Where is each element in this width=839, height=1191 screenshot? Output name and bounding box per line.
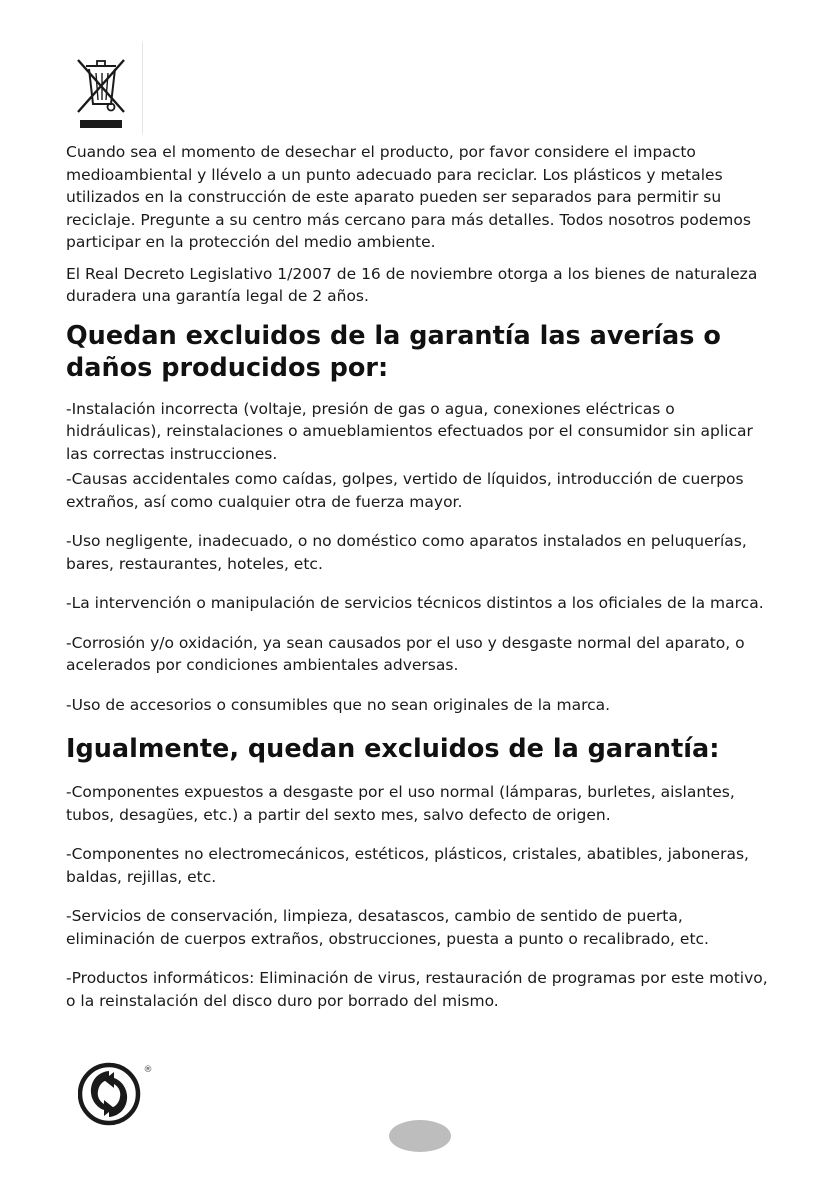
intro-paragraph-warranty: El Real Decreto Legislativo 1/2007 de 16 de noviembre otorga a los bienes de naturaleza duradera una garantía legal de 2 años. <box>66 264 758 305</box>
intro-paragraph-disposal: Cuando sea el momento de desechar el producto, por favor considere el impacto medioambiental y llévelo a un punto adecuado para reciclar. Los plásticos y metales utilizados en la construcción de este aparato pueden ser separados para permitir su reciclaje. Pregunte a su centro más cercano para más detalles. Todos nosotros podemos participar en la protección del medio ambiente. <box>66 143 751 251</box>
green-dot-recycling-icon <box>78 1060 160 1126</box>
additional-exclusion-item: -Componentes no electromecánicos, estéticos, plásticos, cristales, abatibles, jaboneras, baldas, rejillas, etc. <box>66 845 749 886</box>
exclusion-item: -Uso negligente, inadecuado, o no doméstico como aparatos instalados en peluquerías, bares, restaurantes, hoteles, etc. <box>66 532 747 573</box>
exclusion-item: -Uso de accesorios o consumibles que no sean originales de la marca. <box>66 695 611 714</box>
document-body <box>66 141 772 1029</box>
exclusion-item: -La intervención o manipulación de servicios técnicos distintos a los oficiales de la marca. <box>66 594 764 612</box>
section-heading-additional-exclusions: Igualmente, quedan excluidos de la garantía: <box>66 734 720 764</box>
exclusion-item: -Corrosión y/o oxidación, ya sean causados por el uso y desgaste normal del aparato, o acelerados por condiciones ambientales adversas. <box>66 633 745 674</box>
additional-exclusion-item: -Componentes expuestos a desgaste por el uso normal (lámparas, burletes, aislantes, tubos, desagües, etc.) a partir del sexto mes, salvo defecto de origen. <box>66 783 735 824</box>
registered-mark: ® <box>143 1065 153 1075</box>
divider <box>142 42 143 134</box>
exclusion-item: -Instalación incorrecta (voltaje, presión de gas o agua, conexiones eléctricas o hidráulicas), reinstalaciones o amueblamientos efectuados por el consumidor sin aplicar las correctas instrucciones. <box>66 399 753 463</box>
exclusion-item: -Causas accidentales como caídas, golpes, vertido de líquidos, introducción de cuerpos extraños, así como cualquier otra de fuerza mayor. <box>66 470 744 511</box>
additional-exclusion-item: -Servicios de conservación, limpieza, desatascos, cambio de sentido de puerta, eliminación de cuerpos extraños, obstrucciones, puesta a punto o recalibrado, etc. <box>66 907 709 948</box>
page-number-marker <box>389 1120 451 1152</box>
additional-exclusion-item: -Productos informáticos: Eliminación de virus, restauración de programas por este motivo, o la reinstalación del disco duro por borrado del mismo. <box>66 969 768 1010</box>
section-heading-exclusions: Quedan excluidos de la garantía las averías o daños producidos por: <box>66 320 721 383</box>
crossed-out-wheelie-bin-icon <box>72 52 134 134</box>
